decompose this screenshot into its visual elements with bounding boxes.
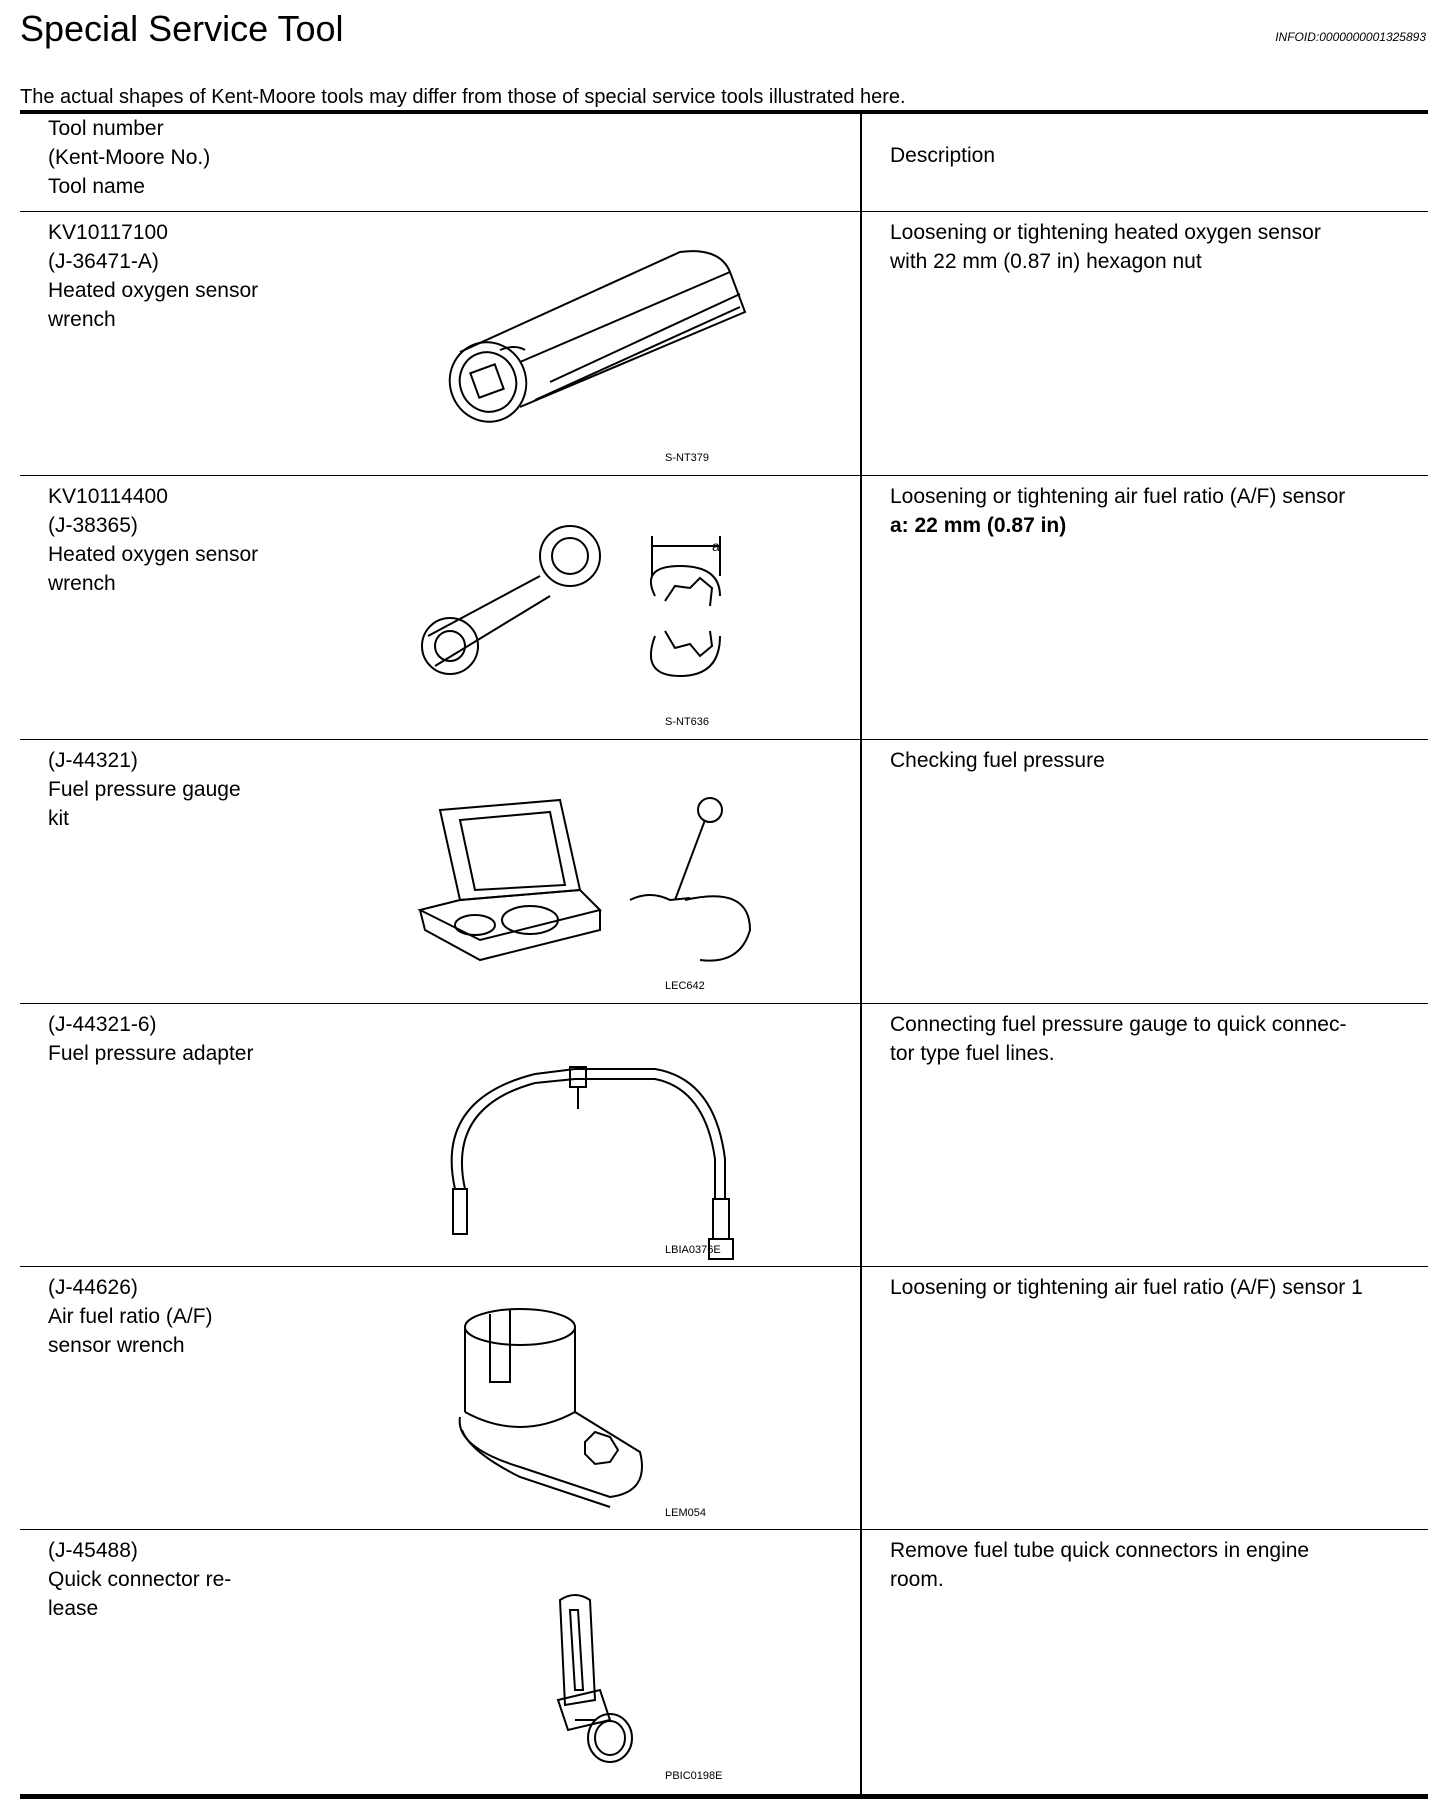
header-tool-name: Tool name [48, 175, 145, 198]
page-title: Special Service Tool [20, 8, 344, 49]
tool-cell [48, 746, 241, 833]
oxygen-sensor-socket-icon [440, 232, 780, 422]
tool-name: wrench [48, 572, 116, 595]
kent-moore-number: (J-45488) [48, 1539, 138, 1562]
kent-moore-number: (J-44626) [48, 1276, 138, 1299]
description-line: Checking fuel pressure [890, 749, 1105, 772]
tool-number: KV10114400 [48, 485, 168, 508]
table-row [20, 740, 1428, 1004]
kent-moore-number: (J-44321-6) [48, 1013, 157, 1036]
header-kent-moore: (Kent-Moore No.) [48, 146, 211, 169]
table-row [20, 476, 1428, 740]
tool-cell [48, 218, 258, 334]
quick-connector-release-icon [550, 1590, 670, 1770]
description-line: with 22 mm (0.87 in) hexagon nut [890, 250, 1202, 273]
description-line: Loosening or tightening air fuel ratio (A/F) sensor 1 [890, 1276, 1363, 1299]
flare-nut-wrench-icon [420, 526, 760, 696]
description-cell [890, 482, 1430, 540]
fuel-hose-adapter-icon [435, 1039, 755, 1229]
header-tool-number: Tool number [48, 117, 164, 140]
table-row [20, 212, 1428, 476]
figure-code: LEC642 [665, 980, 705, 992]
description-cell [890, 218, 1430, 276]
tool-name: Heated oxygen sensor [48, 279, 259, 302]
tool-name: sensor wrench [48, 1334, 185, 1357]
description-cell [890, 1273, 1430, 1302]
tool-name: kit [48, 807, 69, 830]
description-bold-line: a: 22 mm (0.87 in) [890, 514, 1067, 537]
tool-number: KV10117100 [48, 221, 168, 244]
description-cell [890, 746, 1430, 775]
table-row [20, 1530, 1428, 1794]
figure-code: LBIA0376E [665, 1244, 721, 1256]
table-row [20, 1004, 1428, 1267]
description-line: Loosening or tightening air fuel ratio (A/F) sensor [890, 485, 1346, 508]
table-row [20, 1267, 1428, 1530]
tool-cell [48, 1010, 253, 1068]
intro-note: The actual shapes of Kent-Moore tools may differ from those of special service tools illustrated here. [20, 86, 906, 108]
tool-name: Air fuel ratio (A/F) [48, 1305, 213, 1328]
description-line: Remove fuel tube quick connectors in engine [890, 1539, 1310, 1562]
tool-cell [48, 1536, 231, 1623]
description-cell [890, 1010, 1430, 1068]
description-cell [890, 1536, 1430, 1594]
info-id: INFOID:0000000001325893 [1275, 30, 1426, 44]
figure-code: PBIC0198E [665, 1770, 723, 1782]
description-line: tor type fuel lines. [890, 1042, 1055, 1065]
figure-code: S-NT636 [665, 716, 710, 728]
description-line: Loosening or tightening heated oxygen sensor [890, 221, 1321, 244]
table-header-row [20, 114, 1428, 212]
tool-name: Heated oxygen sensor [48, 543, 259, 566]
gauge-kit-case-icon [420, 790, 760, 970]
figure-code: S-NT379 [665, 452, 710, 464]
tool-name: wrench [48, 308, 116, 331]
kent-moore-number: (J-38365) [48, 514, 138, 537]
tool-name: lease [48, 1597, 99, 1620]
tool-cell [48, 1273, 213, 1360]
af-sensor-wrench-icon [460, 1302, 660, 1502]
kent-moore-number: (J-44321) [48, 749, 138, 772]
table-bottom-rule [20, 1794, 1428, 1799]
tool-name: Fuel pressure gauge [48, 778, 241, 801]
tool-name: Fuel pressure adapter [48, 1042, 254, 1065]
figure-dimension-label: a [712, 538, 720, 554]
tool-name: Quick connector re- [48, 1568, 232, 1591]
kent-moore-number: (J-36471-A) [48, 250, 159, 273]
figure-code: LEM054 [665, 1507, 706, 1519]
header-tool-cell [48, 114, 210, 201]
header-description: Description [890, 144, 996, 167]
description-line: room. [890, 1568, 944, 1591]
description-line: Connecting fuel pressure gauge to quick connec- [890, 1013, 1347, 1036]
tool-cell [48, 482, 258, 598]
